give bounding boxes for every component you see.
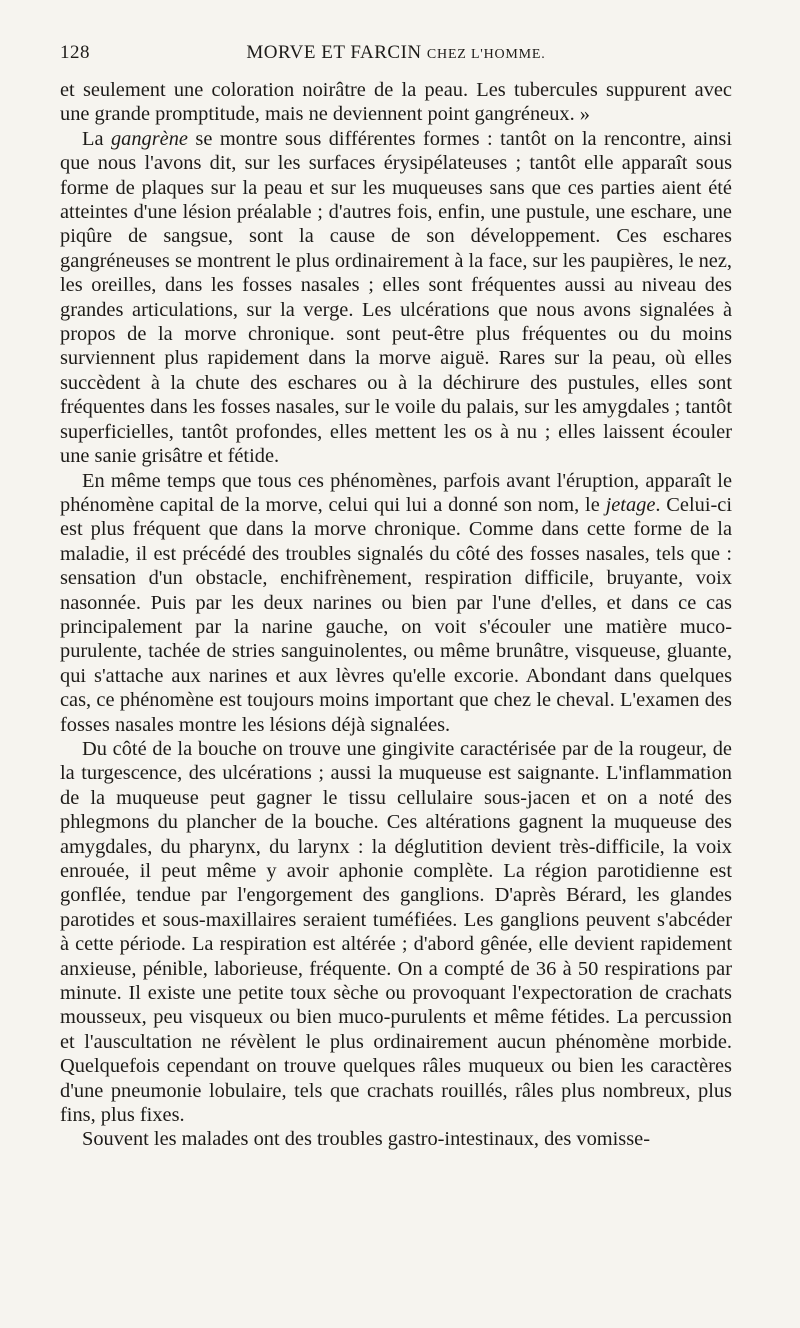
paragraph-4-text: Du côté de la bouche on trouve une gingivite caractérisée par de la rougeur, de la turgescence, des ulcérations ; aussi la muqueuse est saignante. L'inflammation de la muqueuse peut gagner le tissu cellulaire sous-jacen et on a noté des phlegmons du plancher de la bouche. Ces altérations gagnent la muqueuse des amygdales, du pharynx, du larynx : la déglutition devient très-difficile, la voix enrouée, il peut même y avoir aphonie complète. La région parotidienne est gonflée, tendue par l'engorgement des ganglions. D'après Bérard, les glandes parotides et sous-maxillaires seraient tuméfiées. Les ganglions peuvent s'abcéder à cette période. La respiration est altérée ; d'abord gênée, elle devient rapidement anxieuse, pénible, laborieuse, fréquente. On a compté de 36 à 50 respirations par minute. Il existe une petite toux sèche ou provoquant l'expectoration de crachats mousseux, peu visqueux ou bien muco-purulents et même fétides. La percussion et l'auscultation ne révèlent le plus ordinairement aucun phénomène morbide. Quelquefois cependant on trouve quelques râles muqueux ou bien les caractères d'une pneumonie lobulaire, tels que crachats rouillés, râles plus nombreux, plus fins, plus fixes. — [60, 737, 732, 1127]
paragraph-3-lead: En même temps que tous ces phénomènes, parfois avant l'éruption, apparaît le phénomène capital de la morve, celui qui lui a donné son nom, le — [60, 469, 732, 516]
paragraph-3-text: . Celui-ci est plus fréquent que dans la morve chronique. Comme dans cette forme de la maladie, il est précédé des troubles signalés du côté des fosses nasales, tels que : sensation d'un obstacle, enchifrènement, respiration difficile, bruyante, voix nasonnée. Puis par les deux narines ou bien par l'une d'elles, et dans ce cas principalement par la narine gauche, on voit s'écouler une matière muco-purulente, tachée de stries sanguinolentes, ou même brunâtre, visqueuse, gluante, qui s'attache aux narines et aux lèvres qu'elle excorie. Abondant dans quelques cas, ce phénomène est toujours moins important que chez le cheval. L'examen des fosses nasales montre les lésions déjà signalées. — [60, 493, 732, 736]
paragraph-5 — [60, 1127, 732, 1151]
paragraph-3 — [60, 469, 732, 737]
paragraph-1 — [60, 78, 732, 127]
paragraph-1-text: et seulement une coloration noirâtre de la peau. Les tubercules suppurent avec une grande promptitude, mais ne deviennent point gangréneux. » — [60, 79, 732, 126]
paragraph-5-text: Souvent les malades ont des troubles gastro-intestinaux, des vomisse- — [82, 1128, 651, 1151]
paragraph-2-lead: La — [82, 127, 111, 150]
running-title — [120, 42, 732, 64]
page-number: 128 — [60, 42, 90, 63]
running-title-main: MORVE ET FARCIN — [246, 42, 422, 63]
paragraph-4 — [60, 737, 732, 1128]
paragraph-2-text: se montre sous différentes formes : tantôt on la rencontre, ainsi que nous l'avons dit, sur les surfaces érysipélateuses ; tantôt elle apparaît sous forme de plaques sur la peau et sur les muqueuses sans que ces parties aient été atteintes d'une lésion préalable ; d'autres fois, enfin, une pustule, une eschare, une piqûre de sangsue, sont la cause de son développement. Ces eschares gangréneuses se montrent le plus ordinairement à la face, sur les paupières, le nez, les oreilles, dans les fosses nasales ; elles sont fréquentes aussi au niveau des grandes articulations, sur la verge. Les ulcérations que nous avons signalées à propos de la morve chronique. sont peut-être plus fréquentes ou du moins surviennent plus rapidement dans la morve aiguë. Rares sur la peau, où elles succèdent à la chute des eschares ou à la déchirure des pustules, elles sont fréquentes dans les fosses nasales, sur le voile du palais, sur les amygdales ; tantôt superficielles, tantôt profondes, elles mettent les os à nu ; elles laissent écouler une sanie grisâtre et fétide. — [60, 127, 733, 468]
paragraph-2 — [60, 127, 732, 469]
paragraph-3-italic: jetage — [605, 493, 656, 516]
body-text — [60, 78, 732, 1152]
paragraph-2-italic: gangrène — [110, 127, 188, 150]
running-title-small: CHEZ L'HOMME. — [426, 47, 546, 62]
running-head — [60, 42, 732, 72]
